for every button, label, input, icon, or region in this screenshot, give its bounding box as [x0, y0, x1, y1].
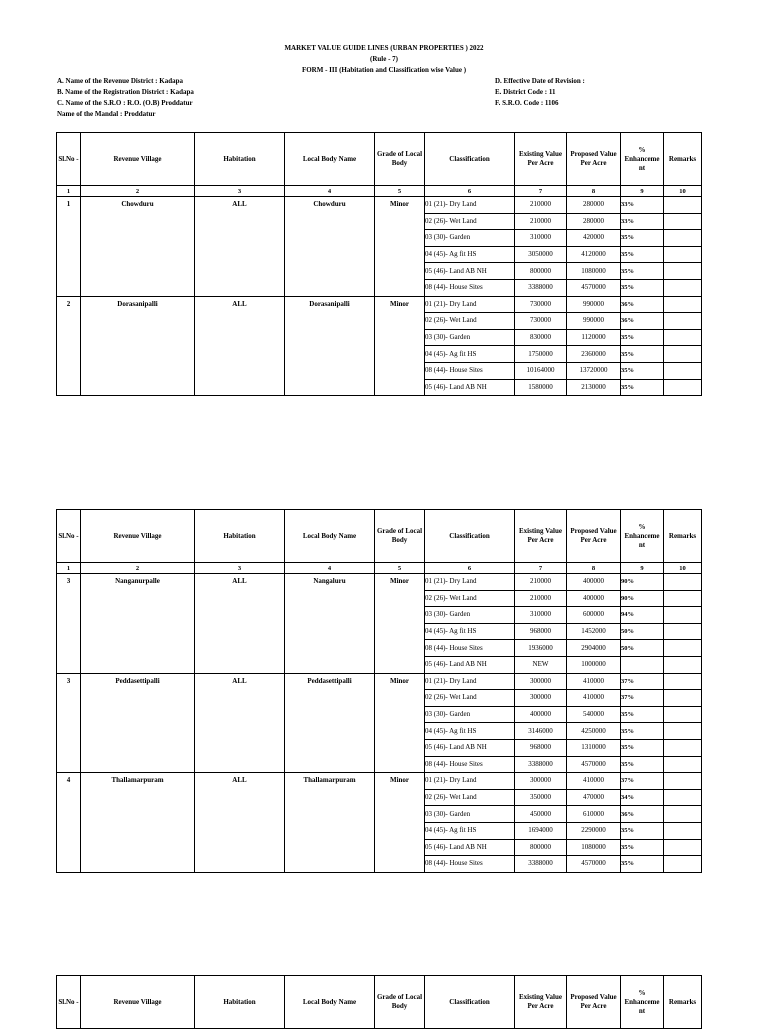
classification-cell: 08 (44)- House Sites — [425, 856, 515, 873]
revenue-village-cell: Chowduru — [81, 197, 195, 297]
proposed-value-cell: 4250000 — [567, 723, 621, 740]
proposed-value-cell: 1310000 — [567, 739, 621, 756]
column-header: % Enhanceme nt — [621, 133, 664, 186]
proposed-value-cell: 280000 — [567, 213, 621, 230]
column-number: 6 — [425, 186, 515, 197]
remarks-cell — [664, 806, 702, 823]
column-number: 5 — [375, 563, 425, 574]
remarks-cell — [664, 296, 702, 313]
guideline-table-2 — [56, 509, 702, 873]
column-header: Sl.No - — [57, 510, 81, 563]
header-row — [57, 133, 702, 186]
classification-cell: 04 (45)- Ag fit HS — [425, 623, 515, 640]
proposed-value-cell: 410000 — [567, 673, 621, 690]
enhancement-cell: 50% — [621, 623, 664, 640]
column-number: 9 — [621, 563, 664, 574]
enhancement-cell: 37% — [621, 690, 664, 707]
revenue-village-cell: Nanganurpalle — [81, 574, 195, 674]
document-rule: (Rule - 7) — [370, 55, 398, 63]
classification-cell: 01 (21)- Dry Land — [425, 197, 515, 214]
column-header: % Enhanceme nt — [621, 976, 664, 1029]
proposed-value-cell: 1000000 — [567, 656, 621, 673]
proposed-value-cell: 1080000 — [567, 263, 621, 280]
remarks-cell — [664, 756, 702, 773]
enhancement-cell: 35% — [621, 279, 664, 296]
column-header: Proposed Value Per Acre — [567, 976, 621, 1029]
table-row — [57, 673, 702, 690]
column-number-row — [57, 563, 702, 574]
enhancement-cell: 35% — [621, 362, 664, 379]
column-header: Sl.No - — [57, 133, 81, 186]
classification-cell: 04 (45)- Ag fit HS — [425, 822, 515, 839]
remarks-cell — [664, 706, 702, 723]
existing-value-cell: 310000 — [515, 230, 567, 247]
proposed-value-cell: 13720000 — [567, 362, 621, 379]
classification-cell: 03 (30)- Garden — [425, 607, 515, 624]
classification-cell: 08 (44)- House Sites — [425, 756, 515, 773]
column-number: 1 — [57, 186, 81, 197]
column-header: Remarks — [664, 976, 702, 1029]
column-header: Grade of Local Body — [375, 976, 425, 1029]
enhancement-cell: 37% — [621, 773, 664, 790]
existing-value-cell: 210000 — [515, 574, 567, 591]
grade-cell: Minor — [375, 673, 425, 773]
proposed-value-cell: 470000 — [567, 789, 621, 806]
header-row — [57, 510, 702, 563]
column-header: Revenue Village — [81, 133, 195, 186]
table-row — [57, 773, 702, 790]
remarks-cell — [664, 723, 702, 740]
column-header: Habitation — [195, 510, 285, 563]
existing-value-cell: 1694000 — [515, 822, 567, 839]
existing-value-cell: 3146000 — [515, 723, 567, 740]
remarks-cell — [664, 773, 702, 790]
existing-value-cell: 3388000 — [515, 856, 567, 873]
column-number-row — [57, 186, 702, 197]
column-header: Existing Value Per Acre — [515, 510, 567, 563]
existing-value-cell: 10164000 — [515, 362, 567, 379]
proposed-value-cell: 4570000 — [567, 856, 621, 873]
existing-value-cell: 1580000 — [515, 379, 567, 396]
meta-registration-district: B. Name of the Registration District : Kadapa — [57, 88, 194, 96]
remarks-cell — [664, 839, 702, 856]
enhancement-cell: 90% — [621, 574, 664, 591]
enhancement-cell: 35% — [621, 230, 664, 247]
existing-value-cell: 1750000 — [515, 346, 567, 363]
column-header: Classification — [425, 976, 515, 1029]
habitation-cell: ALL — [195, 296, 285, 396]
existing-value-cell: 300000 — [515, 773, 567, 790]
classification-cell: 02 (26)- Wet Land — [425, 590, 515, 607]
grade-cell: Minor — [375, 574, 425, 674]
classification-cell: 04 (45)- Ag fit HS — [425, 346, 515, 363]
sl-no-cell: 1 — [57, 197, 81, 297]
column-header: Habitation — [195, 133, 285, 186]
existing-value-cell: 210000 — [515, 197, 567, 214]
column-number: 4 — [285, 186, 375, 197]
existing-value-cell: 830000 — [515, 329, 567, 346]
proposed-value-cell: 400000 — [567, 574, 621, 591]
enhancement-cell: 36% — [621, 806, 664, 823]
column-header: Sl.No - — [57, 976, 81, 1029]
remarks-cell — [664, 279, 702, 296]
enhancement-cell: 35% — [621, 856, 664, 873]
habitation-cell: ALL — [195, 197, 285, 297]
enhancement-cell: 35% — [621, 329, 664, 346]
existing-value-cell: 730000 — [515, 313, 567, 330]
enhancement-cell: 35% — [621, 263, 664, 280]
table-row — [57, 197, 702, 214]
proposed-value-cell: 610000 — [567, 806, 621, 823]
column-header: Revenue Village — [81, 976, 195, 1029]
revenue-village-cell: Dorasanipalli — [81, 296, 195, 396]
guideline-table-3 — [56, 975, 702, 1029]
local-body-cell: Thallamarpuram — [285, 773, 375, 873]
meta-effective-date: D. Effective Date of Revision : — [495, 77, 585, 85]
grade-cell: Minor — [375, 197, 425, 297]
proposed-value-cell: 1080000 — [567, 839, 621, 856]
classification-cell: 03 (30)- Garden — [425, 806, 515, 823]
existing-value-cell: 730000 — [515, 296, 567, 313]
column-number: 4 — [285, 563, 375, 574]
meta-sro-name: C. Name of the S.R.O : R.O. (O.B) Proddatur — [57, 99, 193, 107]
table-row — [57, 574, 702, 591]
column-number: 2 — [81, 186, 195, 197]
proposed-value-cell: 540000 — [567, 706, 621, 723]
enhancement-cell: 35% — [621, 246, 664, 263]
local-body-cell: Peddasettipalli — [285, 673, 375, 773]
column-header: Habitation — [195, 976, 285, 1029]
revenue-village-cell: Peddasettipalli — [81, 673, 195, 773]
classification-cell: 03 (30)- Garden — [425, 329, 515, 346]
existing-value-cell: 3388000 — [515, 279, 567, 296]
classification-cell: 01 (21)- Dry Land — [425, 673, 515, 690]
remarks-cell — [664, 329, 702, 346]
classification-cell: 02 (26)- Wet Land — [425, 789, 515, 806]
proposed-value-cell: 2130000 — [567, 379, 621, 396]
enhancement-cell: 35% — [621, 723, 664, 740]
column-number: 8 — [567, 563, 621, 574]
remarks-cell — [664, 822, 702, 839]
existing-value-cell: 300000 — [515, 673, 567, 690]
enhancement-cell: 37% — [621, 673, 664, 690]
proposed-value-cell: 4570000 — [567, 756, 621, 773]
classification-cell: 05 (46)- Land AB NH — [425, 263, 515, 280]
remarks-cell — [664, 362, 702, 379]
remarks-cell — [664, 690, 702, 707]
proposed-value-cell: 4120000 — [567, 246, 621, 263]
column-number: 2 — [81, 563, 195, 574]
guideline-table-1 — [56, 132, 702, 396]
meta-sro-code: F. S.R.O. Code : 1106 — [495, 99, 559, 107]
local-body-cell: Chowduru — [285, 197, 375, 297]
existing-value-cell: 1936000 — [515, 640, 567, 657]
sl-no-cell: 3 — [57, 673, 81, 773]
existing-value-cell: 350000 — [515, 789, 567, 806]
proposed-value-cell: 1452000 — [567, 623, 621, 640]
column-number: 10 — [664, 563, 702, 574]
proposed-value-cell: 4570000 — [567, 279, 621, 296]
column-header: Classification — [425, 510, 515, 563]
proposed-value-cell: 600000 — [567, 607, 621, 624]
existing-value-cell: 450000 — [515, 806, 567, 823]
remarks-cell — [664, 379, 702, 396]
enhancement-cell: 35% — [621, 739, 664, 756]
column-header: % Enhanceme nt — [621, 510, 664, 563]
header-row — [57, 976, 702, 1029]
remarks-cell — [664, 263, 702, 280]
remarks-cell — [664, 590, 702, 607]
local-body-cell: Dorasanipalli — [285, 296, 375, 396]
column-header: Remarks — [664, 133, 702, 186]
classification-cell: 05 (46)- Land AB NH — [425, 739, 515, 756]
grade-cell: Minor — [375, 773, 425, 873]
proposed-value-cell: 420000 — [567, 230, 621, 247]
column-header: Local Body Name — [285, 133, 375, 186]
classification-cell: 08 (44)- House Sites — [425, 362, 515, 379]
proposed-value-cell: 280000 — [567, 197, 621, 214]
column-header: Existing Value Per Acre — [515, 976, 567, 1029]
existing-value-cell: 210000 — [515, 213, 567, 230]
column-number: 3 — [195, 563, 285, 574]
classification-cell: 02 (26)- Wet Land — [425, 313, 515, 330]
proposed-value-cell: 2290000 — [567, 822, 621, 839]
column-header: Remarks — [664, 510, 702, 563]
enhancement-cell: 33% — [621, 213, 664, 230]
enhancement-cell: 35% — [621, 756, 664, 773]
enhancement-cell: 34% — [621, 789, 664, 806]
classification-cell: 04 (45)- Ag fit HS — [425, 723, 515, 740]
column-header: Revenue Village — [81, 510, 195, 563]
enhancement-cell: 35% — [621, 706, 664, 723]
column-number: 5 — [375, 186, 425, 197]
classification-cell: 02 (26)- Wet Land — [425, 213, 515, 230]
column-header: Classification — [425, 133, 515, 186]
remarks-cell — [664, 213, 702, 230]
column-number: 10 — [664, 186, 702, 197]
remarks-cell — [664, 346, 702, 363]
meta-district-code: E. District Code : 11 — [495, 88, 556, 96]
habitation-cell: ALL — [195, 574, 285, 674]
enhancement-cell: 33% — [621, 197, 664, 214]
remarks-cell — [664, 623, 702, 640]
enhancement-cell: 50% — [621, 640, 664, 657]
proposed-value-cell: 990000 — [567, 313, 621, 330]
existing-value-cell: 310000 — [515, 607, 567, 624]
classification-cell: 04 (45)- Ag fit HS — [425, 246, 515, 263]
classification-cell: 08 (44)- House Sites — [425, 279, 515, 296]
column-number: 6 — [425, 563, 515, 574]
classification-cell: 05 (46)- Land AB NH — [425, 656, 515, 673]
column-header: Grade of Local Body — [375, 510, 425, 563]
column-header: Proposed Value Per Acre — [567, 510, 621, 563]
remarks-cell — [664, 197, 702, 214]
column-header: Grade of Local Body — [375, 133, 425, 186]
proposed-value-cell: 990000 — [567, 296, 621, 313]
meta-mandal: Name of the Mandal : Proddatur — [57, 110, 156, 118]
remarks-cell — [664, 673, 702, 690]
column-number: 1 — [57, 563, 81, 574]
remarks-cell — [664, 607, 702, 624]
classification-cell: 01 (21)- Dry Land — [425, 773, 515, 790]
remarks-cell — [664, 246, 702, 263]
proposed-value-cell: 410000 — [567, 773, 621, 790]
remarks-cell — [664, 856, 702, 873]
classification-cell: 05 (46)- Land AB NH — [425, 379, 515, 396]
column-number: 9 — [621, 186, 664, 197]
habitation-cell: ALL — [195, 773, 285, 873]
enhancement-cell: 35% — [621, 346, 664, 363]
existing-value-cell: 968000 — [515, 739, 567, 756]
remarks-cell — [664, 789, 702, 806]
enhancement-cell: 90% — [621, 590, 664, 607]
enhancement-cell: 35% — [621, 839, 664, 856]
enhancement-cell — [621, 656, 664, 673]
remarks-cell — [664, 656, 702, 673]
enhancement-cell: 35% — [621, 379, 664, 396]
classification-cell: 01 (21)- Dry Land — [425, 296, 515, 313]
existing-value-cell: 800000 — [515, 263, 567, 280]
remarks-cell — [664, 640, 702, 657]
column-header: Local Body Name — [285, 510, 375, 563]
column-header: Proposed Value Per Acre — [567, 133, 621, 186]
document-form: FORM - III (Habitation and Classification wise Value ) — [301, 66, 467, 74]
classification-cell: 02 (26)- Wet Land — [425, 690, 515, 707]
classification-cell: 03 (30)- Garden — [425, 706, 515, 723]
column-header: Local Body Name — [285, 976, 375, 1029]
existing-value-cell: 210000 — [515, 590, 567, 607]
existing-value-cell: NEW — [515, 656, 567, 673]
column-number: 7 — [515, 563, 567, 574]
table-row — [57, 296, 702, 313]
classification-cell: 01 (21)- Dry Land — [425, 574, 515, 591]
remarks-cell — [664, 313, 702, 330]
enhancement-cell: 35% — [621, 822, 664, 839]
sl-no-cell: 4 — [57, 773, 81, 873]
sl-no-cell: 2 — [57, 296, 81, 396]
grade-cell: Minor — [375, 296, 425, 396]
existing-value-cell: 800000 — [515, 839, 567, 856]
habitation-cell: ALL — [195, 673, 285, 773]
enhancement-cell: 94% — [621, 607, 664, 624]
remarks-cell — [664, 739, 702, 756]
proposed-value-cell: 400000 — [567, 590, 621, 607]
existing-value-cell: 400000 — [515, 706, 567, 723]
remarks-cell — [664, 230, 702, 247]
existing-value-cell: 968000 — [515, 623, 567, 640]
proposed-value-cell: 2904000 — [567, 640, 621, 657]
column-header: Existing Value Per Acre — [515, 133, 567, 186]
enhancement-cell: 36% — [621, 296, 664, 313]
revenue-village-cell: Thallamarpuram — [81, 773, 195, 873]
existing-value-cell: 300000 — [515, 690, 567, 707]
classification-cell: 08 (44)- House Sites — [425, 640, 515, 657]
local-body-cell: Nangaluru — [285, 574, 375, 674]
sl-no-cell: 3 — [57, 574, 81, 674]
existing-value-cell: 3388000 — [515, 756, 567, 773]
column-number: 7 — [515, 186, 567, 197]
document-title: MARKET VALUE GUIDE LINES (URBAN PROPERTIES ) 2022 — [284, 44, 484, 52]
enhancement-cell: 36% — [621, 313, 664, 330]
proposed-value-cell: 410000 — [567, 690, 621, 707]
column-number: 8 — [567, 186, 621, 197]
proposed-value-cell: 1120000 — [567, 329, 621, 346]
proposed-value-cell: 2360000 — [567, 346, 621, 363]
existing-value-cell: 3050000 — [515, 246, 567, 263]
remarks-cell — [664, 574, 702, 591]
meta-revenue-district: A. Name of the Revenue District : Kadapa — [57, 77, 183, 85]
column-number: 3 — [195, 186, 285, 197]
classification-cell: 03 (30)- Garden — [425, 230, 515, 247]
classification-cell: 05 (46)- Land AB NH — [425, 839, 515, 856]
